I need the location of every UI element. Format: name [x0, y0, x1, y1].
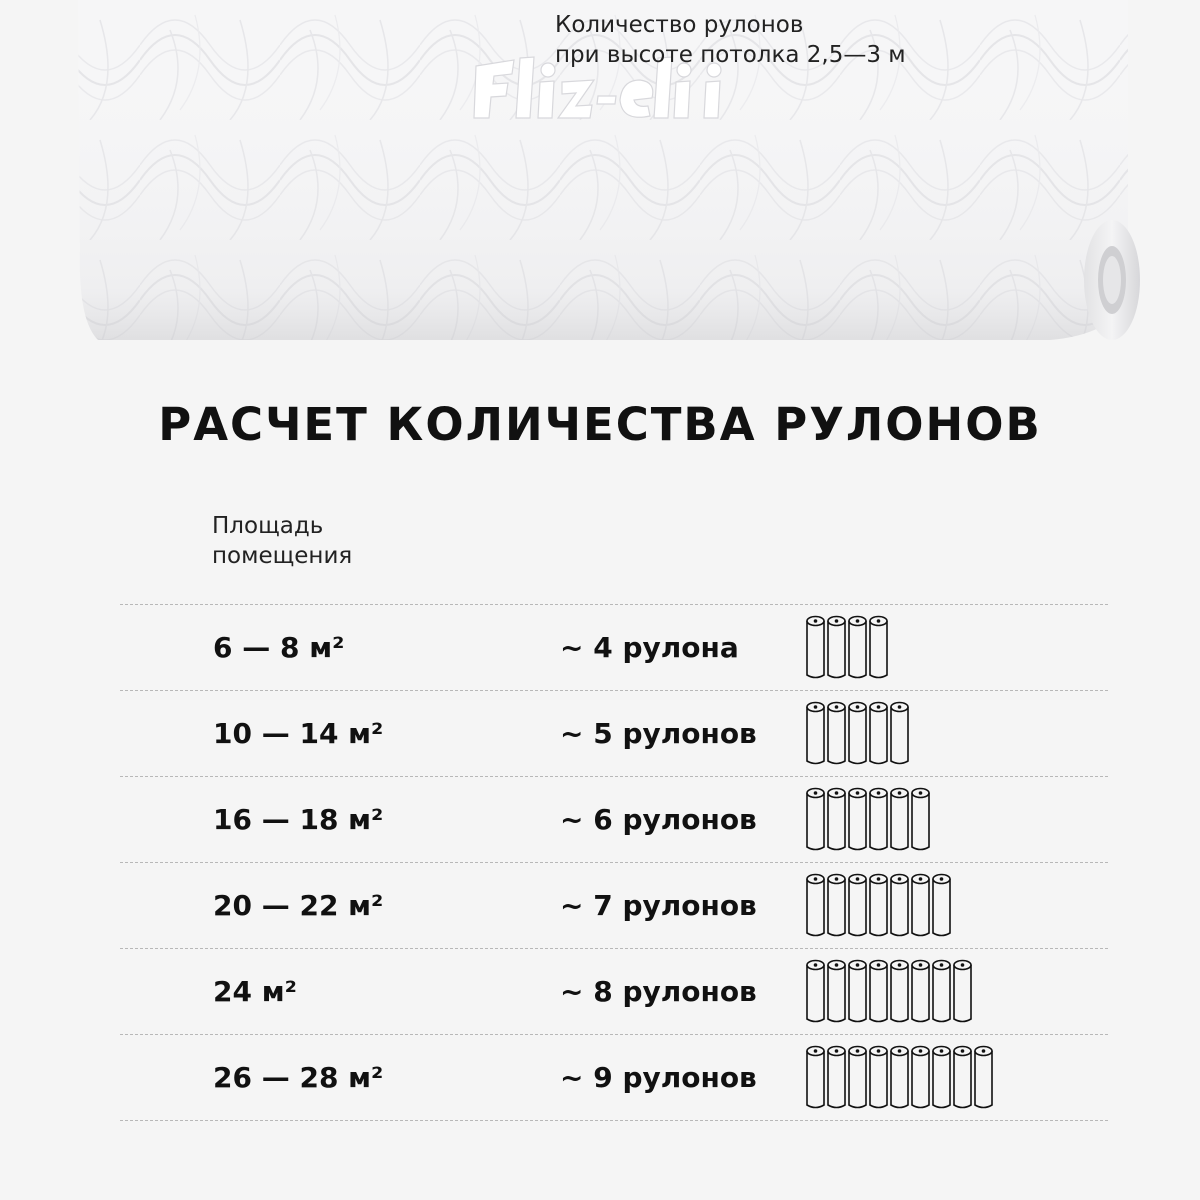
roll-icon — [849, 789, 866, 850]
roll-icon — [807, 789, 824, 850]
area-value: 26 — 28 м² — [213, 1061, 384, 1094]
roll-icon — [891, 789, 908, 850]
roll-icon — [828, 789, 845, 850]
roll-icons — [806, 615, 894, 679]
roll-icons — [806, 1045, 999, 1109]
roll-icon — [849, 1047, 866, 1108]
roll-icon — [870, 875, 887, 936]
roll-icon — [975, 1047, 992, 1108]
roll-icon — [891, 703, 908, 764]
roll-icon — [912, 1047, 929, 1108]
roll-icon — [807, 875, 824, 936]
area-value: 20 — 22 м² — [213, 889, 384, 922]
roll-count-label: ~ 5 рулонов — [560, 717, 757, 750]
area-value: 10 — 14 м² — [213, 717, 384, 750]
table-row — [120, 862, 1108, 948]
roll-icon — [870, 961, 887, 1022]
page-title: РАСЧЕТ КОЛИЧЕСТВА РУЛОНОВ — [158, 398, 1042, 451]
table-row — [120, 690, 1108, 776]
area-value: 16 — 18 м² — [213, 803, 384, 836]
roll-icon — [933, 961, 950, 1022]
roll-count-label: ~ 6 рулонов — [560, 803, 757, 836]
table-row — [120, 776, 1108, 862]
roll-icon — [912, 961, 929, 1022]
roll-icon — [891, 961, 908, 1022]
column-header-rolls: Количество рулонов при высоте потолка 2,5—3 м — [555, 12, 906, 68]
table-row — [120, 604, 1108, 690]
roll-icon — [849, 617, 866, 678]
roll-icon — [933, 1047, 950, 1108]
roll-icon — [912, 875, 929, 936]
column-header-area: Площадь помещения — [212, 513, 353, 569]
roll-count-label: ~ 4 рулона — [560, 631, 739, 664]
roll-icon — [849, 703, 866, 764]
roll-icon — [828, 703, 845, 764]
roll-count-label: ~ 8 рулонов — [560, 975, 757, 1008]
roll-icons — [806, 959, 978, 1023]
roll-icon — [933, 875, 950, 936]
table-row — [120, 948, 1108, 1034]
roll-icon — [849, 961, 866, 1022]
roll-icons — [806, 787, 936, 851]
roll-icon — [891, 1047, 908, 1108]
roll-icon — [828, 961, 845, 1022]
roll-icon — [807, 961, 824, 1022]
roll-icon — [954, 1047, 971, 1108]
roll-icon — [870, 789, 887, 850]
roll-icon — [849, 875, 866, 936]
roll-icon — [891, 875, 908, 936]
roll-count-label: ~ 9 рулонов — [560, 1061, 757, 1094]
roll-icon — [828, 875, 845, 936]
roll-icon — [807, 1047, 824, 1108]
roll-calculation-table — [120, 604, 1108, 1121]
table-row — [120, 1034, 1108, 1121]
roll-icon — [828, 617, 845, 678]
roll-icon — [912, 789, 929, 850]
roll-icons — [806, 701, 915, 765]
roll-icon — [870, 617, 887, 678]
roll-icon — [954, 961, 971, 1022]
roll-icon — [870, 1047, 887, 1108]
roll-icon — [807, 703, 824, 764]
area-value: 24 м² — [213, 975, 297, 1008]
roll-icon — [807, 617, 824, 678]
roll-icon — [828, 1047, 845, 1108]
area-value: 6 — 8 м² — [213, 631, 345, 664]
roll-icons — [806, 873, 957, 937]
roll-icon — [870, 703, 887, 764]
roll-count-label: ~ 7 рулонов — [560, 889, 757, 922]
